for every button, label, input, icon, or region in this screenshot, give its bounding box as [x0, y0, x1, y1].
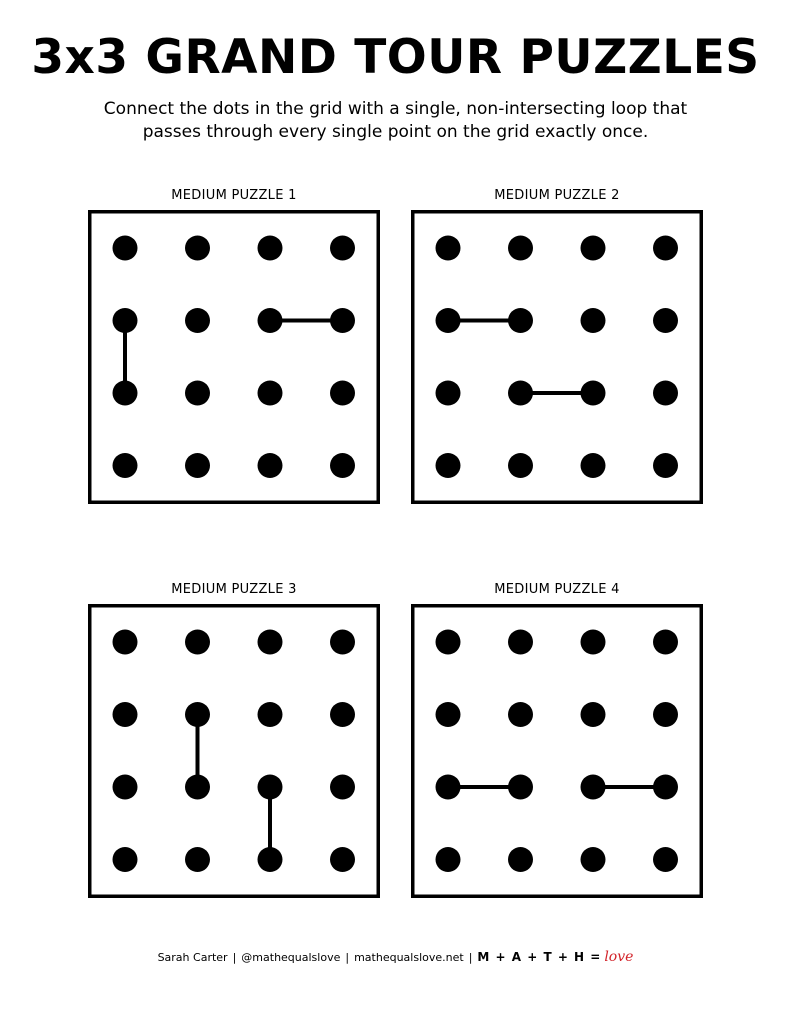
grid-dot[interactable]: [330, 381, 355, 406]
footer-logo-love: love: [604, 949, 634, 965]
footer-separator: |: [468, 951, 473, 964]
grid-dot[interactable]: [113, 236, 138, 261]
footer-handle: @mathequalslove: [241, 951, 341, 964]
grid-dot[interactable]: [581, 630, 606, 655]
grid-dot[interactable]: [258, 630, 283, 655]
grid-dot[interactable]: [581, 236, 606, 261]
grid-dot[interactable]: [436, 847, 461, 872]
grid-dot[interactable]: [653, 702, 678, 727]
puzzle-2-svg[interactable]: [411, 210, 703, 504]
grid-dot[interactable]: [185, 702, 210, 727]
grid-dot[interactable]: [185, 775, 210, 800]
puzzle-4-svg[interactable]: [411, 604, 703, 898]
instructions-line-2: passes through every single point on the grid exactly once.: [142, 122, 649, 142]
grid-dot[interactable]: [113, 381, 138, 406]
grid-dot[interactable]: [436, 702, 461, 727]
puzzle-1: [88, 188, 380, 204]
grid-dot[interactable]: [508, 775, 533, 800]
footer-website: mathequalslove.net: [354, 951, 464, 964]
grid-dot[interactable]: [581, 847, 606, 872]
grid-dot[interactable]: [113, 847, 138, 872]
footer-separator: |: [345, 951, 350, 964]
grid-dot[interactable]: [258, 381, 283, 406]
footer-author: Sarah Carter: [157, 951, 228, 964]
grid-dot[interactable]: [581, 775, 606, 800]
grid-dot[interactable]: [330, 702, 355, 727]
grid-dot[interactable]: [185, 453, 210, 478]
grid-dot[interactable]: [330, 630, 355, 655]
grid-dot[interactable]: [508, 630, 533, 655]
grid-dot[interactable]: [258, 308, 283, 333]
puzzle-3: [88, 582, 380, 598]
grid-dot[interactable]: [508, 453, 533, 478]
grid-dot[interactable]: [185, 630, 210, 655]
grid-dot[interactable]: [330, 775, 355, 800]
grid-dot[interactable]: [436, 453, 461, 478]
footer-separator: |: [232, 951, 237, 964]
grid-dot[interactable]: [581, 308, 606, 333]
grid-dot[interactable]: [113, 630, 138, 655]
grid-dot[interactable]: [330, 847, 355, 872]
grid-dot[interactable]: [436, 775, 461, 800]
grid-dot[interactable]: [508, 381, 533, 406]
grid-dot[interactable]: [436, 308, 461, 333]
puzzle-4: [411, 582, 703, 598]
puzzle-2: [411, 188, 703, 204]
grid-dot[interactable]: [330, 308, 355, 333]
grid-dot[interactable]: [508, 702, 533, 727]
grid-dot[interactable]: [436, 236, 461, 261]
puzzle-3-svg[interactable]: [88, 604, 380, 898]
grid-dot[interactable]: [653, 630, 678, 655]
grid-dot[interactable]: [436, 381, 461, 406]
puzzle-4-grid[interactable]: [411, 604, 703, 898]
puzzle-1-svg[interactable]: [88, 210, 380, 504]
grid-dot[interactable]: [113, 308, 138, 333]
grid-dot[interactable]: [653, 775, 678, 800]
puzzle-1-label: MEDIUM PUZZLE 1: [171, 188, 297, 203]
grid-dot[interactable]: [258, 847, 283, 872]
instructions: [60, 98, 731, 144]
grid-dot[interactable]: [436, 630, 461, 655]
grid-dot[interactable]: [653, 381, 678, 406]
page-title: 3x3 GRAND TOUR PUZZLES: [31, 30, 760, 85]
footer: [0, 947, 791, 968]
grid-dot[interactable]: [258, 702, 283, 727]
grid-dot[interactable]: [653, 453, 678, 478]
puzzle-2-grid[interactable]: [411, 210, 703, 504]
grid-dot[interactable]: [653, 236, 678, 261]
grid-dot[interactable]: [653, 847, 678, 872]
grid-dot[interactable]: [113, 775, 138, 800]
grid-dot[interactable]: [185, 847, 210, 872]
grid-dot[interactable]: [185, 381, 210, 406]
grid-dot[interactable]: [508, 236, 533, 261]
grid-dot[interactable]: [185, 236, 210, 261]
grid-dot[interactable]: [258, 236, 283, 261]
grid-dot[interactable]: [258, 775, 283, 800]
instructions-line-1: Connect the dots in the grid with a single, non-intersecting loop that: [103, 99, 688, 119]
puzzle-1-grid[interactable]: [88, 210, 380, 504]
grid-dot[interactable]: [508, 847, 533, 872]
grid-dot[interactable]: [185, 308, 210, 333]
grid-dot[interactable]: [581, 381, 606, 406]
grid-dot[interactable]: [330, 453, 355, 478]
grid-dot[interactable]: [508, 308, 533, 333]
puzzle-3-label: MEDIUM PUZZLE 3: [171, 582, 297, 597]
puzzle-3-grid[interactable]: [88, 604, 380, 898]
grid-dot[interactable]: [113, 702, 138, 727]
grid-dot[interactable]: [113, 453, 138, 478]
grid-dot[interactable]: [581, 453, 606, 478]
grid-dot[interactable]: [653, 308, 678, 333]
puzzle-2-label: MEDIUM PUZZLE 2: [494, 188, 620, 203]
footer-logo-text: M + A + T + H =: [477, 950, 602, 964]
grid-dot[interactable]: [258, 453, 283, 478]
puzzle-4-label: MEDIUM PUZZLE 4: [494, 582, 620, 597]
grid-dot[interactable]: [330, 236, 355, 261]
grid-dot[interactable]: [581, 702, 606, 727]
